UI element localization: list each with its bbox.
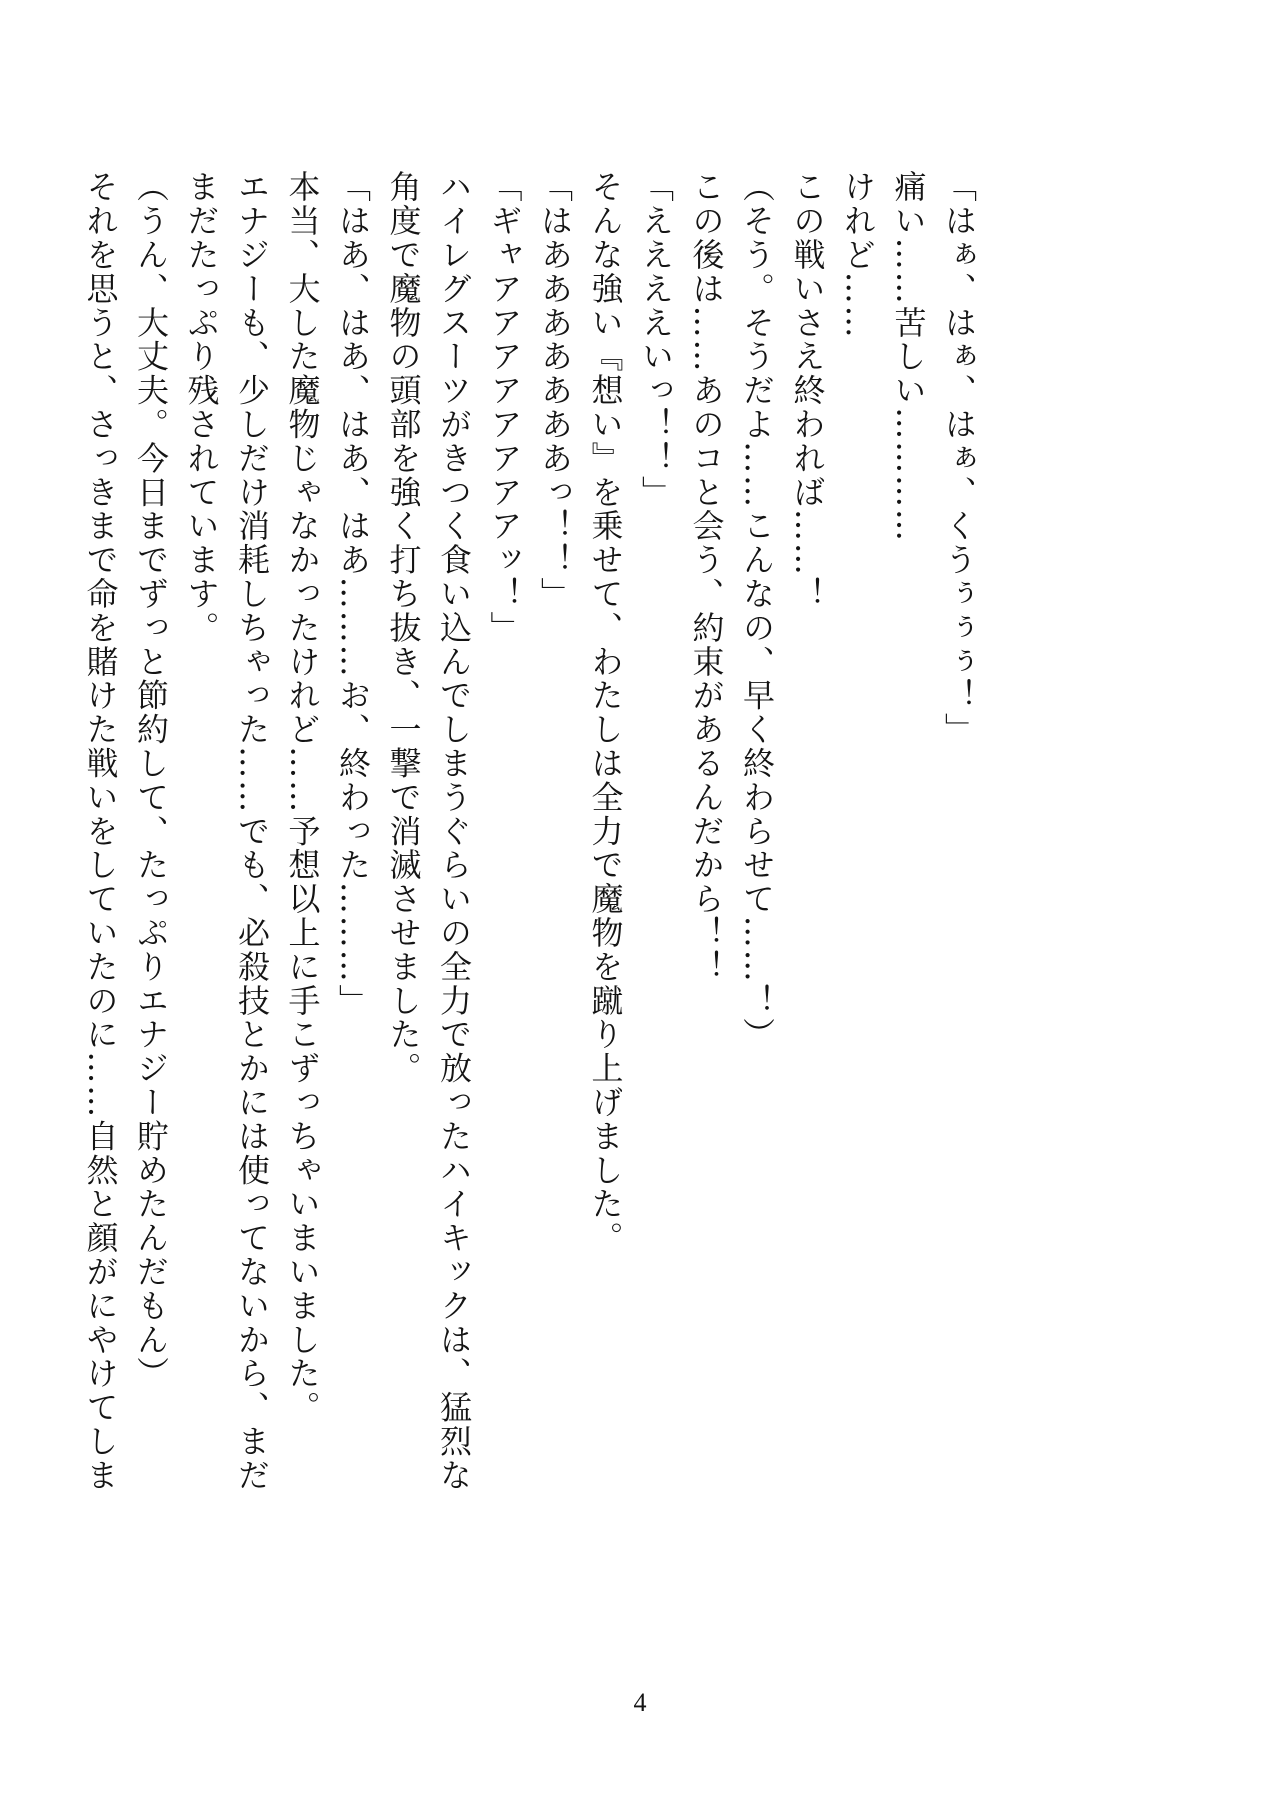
text-line: けれど…… <box>839 170 877 340</box>
text-line: （うん、大丈夫。今日までずっと節約して、たっぷりエナジー貯めたんだもん） <box>132 170 170 1391</box>
page-number: 4 <box>633 1688 647 1717</box>
text-line: （そう。そうだよ……こんなの、早く終わらせて……！） <box>738 170 776 1052</box>
text-line: 本当、大した魔物じゃなかったけれど……予想以上に手こずっちゃいまいました。 <box>283 170 322 1425</box>
text-line: 「ギャアアアアアアアアッ！」 <box>485 170 524 645</box>
text-line: 「はあああああああっ！！」 <box>536 170 574 611</box>
text-line: この後は……あのコと会う、約束があるんだから！！ <box>687 170 726 984</box>
text-line: まだたっぷり残されています。 <box>182 170 221 645</box>
text-line: 「はあ、はあ、はあ、はあ………お、終わった………」 <box>334 170 372 1018</box>
text-line: 痛い……苦しい………… <box>889 170 928 543</box>
text-line: 角度で魔物の頭部を強く打ち抜き、一撃で消滅させました。 <box>384 170 423 1086</box>
text-line: この戦いさえ終われば……！ <box>788 170 827 611</box>
text-line: それを思うと、さっきまで命を賭けた戦いをしていたのに……自然と顔がにやけてしま <box>81 170 120 1493</box>
text-line: エナジーも、少しだけ消耗しちゃった……でも、必殺技とかには使ってないから、まだ <box>233 170 271 1493</box>
text-line: 「はぁ、はぁ、はぁ、くうぅぅぅ！」 <box>940 170 978 747</box>
text-line: 「ええええいっ！！」 <box>637 170 675 509</box>
vertical-body-text <box>0 170 984 1570</box>
text-line: ハイレグスーツがきつく食い込んでしまうぐらいの全力で放ったハイキックは、猛烈な <box>435 170 473 1493</box>
text-line: そんな強い『想い』を乗せて、わたしは全力で魔物を蹴り上げました。 <box>586 170 625 1255</box>
